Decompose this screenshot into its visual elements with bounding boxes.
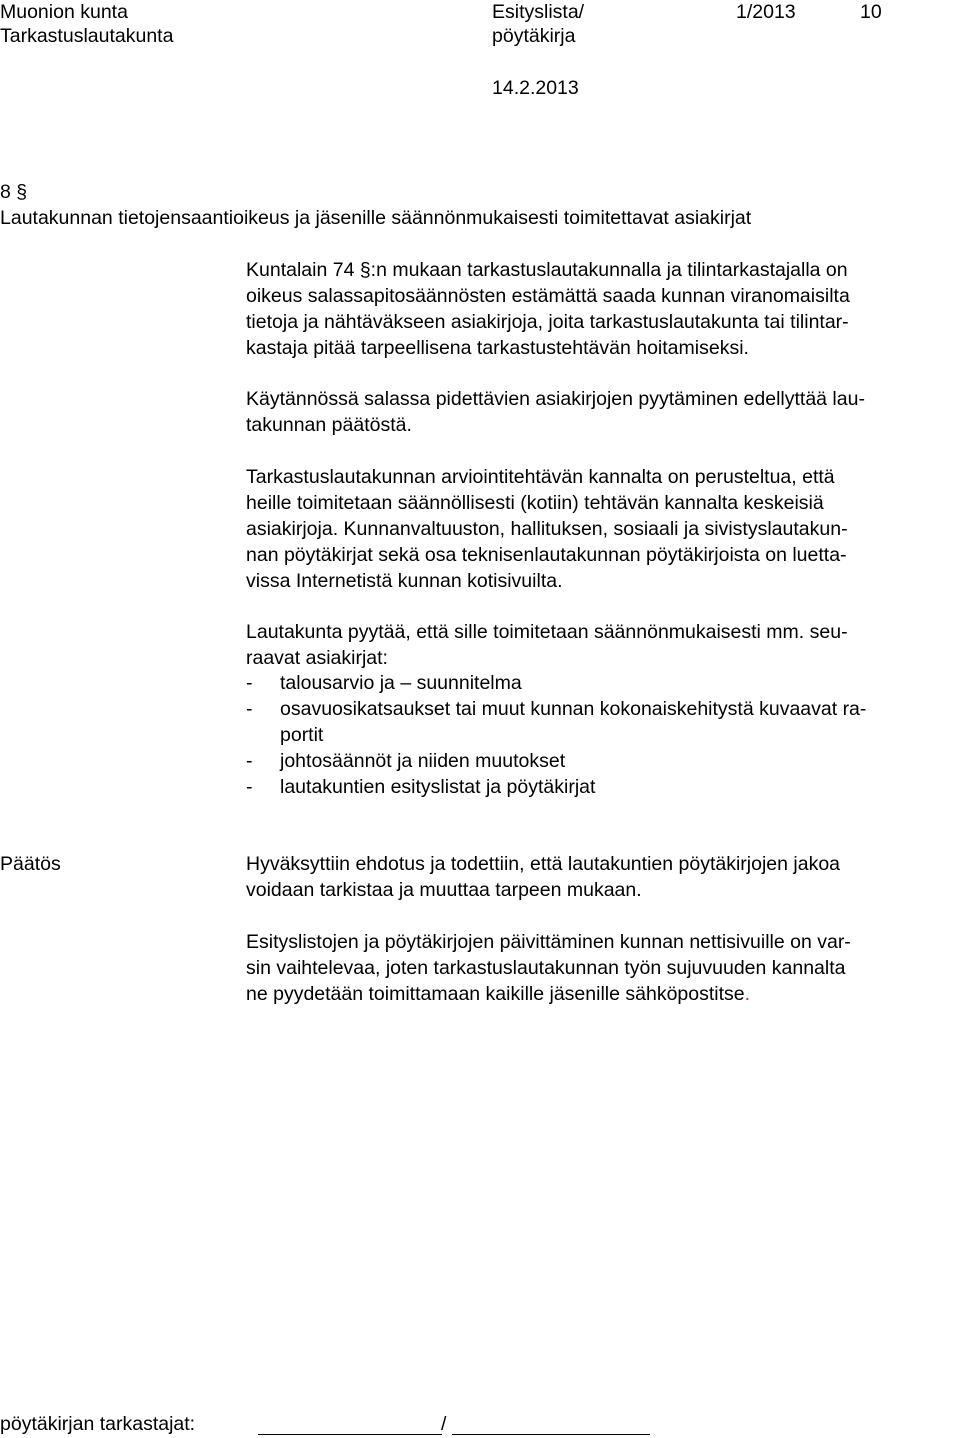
decision-paragraph-2 — [246, 929, 960, 1007]
text-line: asiakirjoja. Kunnanvaltuuston, hallituksen, sosiaali ja sivistyslautakun- — [246, 518, 848, 540]
section-number: 8 § — [0, 181, 28, 203]
text-line: Kuntalain 74 §:n mukaan tarkastuslautakunnalla ja tilintarkastajalla on — [246, 259, 848, 281]
doc-type-line1: Esityslista/ — [492, 1, 585, 23]
paragraph-1 — [246, 257, 960, 361]
signature-line-1 — [258, 1434, 442, 1435]
paragraph-3 — [246, 464, 960, 594]
list-item: lautakuntien esityslistat ja pöytäkirjat — [280, 776, 596, 798]
text-line: sin vaihtelevaa, joten tarkastuslautakunnan työn sujuvuuden kannalta — [246, 957, 846, 979]
text-line: raavat asiakirjat: — [246, 647, 388, 669]
text-line: voidaan tarkistaa ja muuttaa tarpeen mukaan. — [246, 879, 642, 901]
list-item: osavuosikatsaukset tai muut kunnan kokonaiskehitystä kuvaavat ra- — [280, 698, 867, 720]
list-dash: - — [246, 750, 253, 772]
closing-period: . — [744, 983, 751, 1005]
list-dash: - — [246, 698, 253, 720]
text-line: Hyväksyttiin ehdotus ja todettiin, että lautakuntien pöytäkirjojen jakoa — [246, 853, 841, 875]
meeting-number: 1/2013 — [736, 1, 796, 23]
section-title: Lautakunnan tietojensaantioikeus ja jäsenille säännönmukaisesti toimitettavat asiakirjat — [0, 207, 752, 229]
text-line: oikeus salassapitosäännösten estämättä saada kunnan viranomaisilta — [246, 285, 850, 307]
board-name: Tarkastuslautakunta — [0, 25, 174, 47]
doc-type-line2: pöytäkirja — [492, 25, 576, 47]
text-line: heille toimitetaan säännöllisesti (kotiin) tehtävän kannalta keskeisiä — [246, 492, 824, 514]
paragraph-4 — [246, 619, 960, 671]
text-line: tietoja ja nähtäväkseen asiakirjoja, joita tarkastuslautakunta tai tilintar- — [246, 311, 849, 333]
municipality-name: Muonion kunta — [0, 1, 128, 23]
page-number: 10 — [860, 1, 882, 23]
decision-paragraph-1 — [246, 851, 960, 903]
reviewers-label: pöytäkirjan tarkastajat: — [0, 1413, 196, 1435]
text-line — [246, 981, 960, 1007]
text-line: Esityslistojen ja pöytäkirjojen päivittäminen kunnan nettisivuille on var- — [246, 931, 851, 953]
text-line-body: ne pyydetään toimittamaan kaikille jäsenille sähköpostitse — [246, 983, 745, 1005]
paragraph-2 — [246, 386, 960, 438]
text-line: nan pöytäkirjat sekä osa teknisenlautakunnan pöytäkirjoista on luetta- — [246, 544, 847, 566]
list-dash: - — [246, 776, 253, 798]
text-line: Lautakunta pyytää, että sille toimitetaan säännönmukaisesti mm. seu- — [246, 621, 848, 643]
signature-line-2 — [452, 1434, 650, 1435]
signature-separator: / — [441, 1413, 447, 1435]
list-item-continuation: portit — [280, 724, 324, 746]
text-line: Tarkastuslautakunnan arviointitehtävän kannalta on perusteltua, että — [246, 466, 835, 488]
text-line: takunnan päätöstä. — [246, 414, 412, 436]
text-line: Käytännössä salassa pidettävien asiakirjojen pyytäminen edellyttää lau- — [246, 388, 865, 410]
meeting-date: 14.2.2013 — [492, 77, 579, 99]
list-item: talousarvio ja – suunnitelma — [280, 672, 522, 694]
list-item: johtosäännöt ja niiden muutokset — [280, 750, 566, 772]
list-dash: - — [246, 672, 253, 694]
decision-label: Päätös — [0, 853, 61, 875]
text-line: kastaja pitää tarpeellisena tarkastustehtävän hoitamiseksi. — [246, 337, 749, 359]
text-line: vissa Internetistä kunnan kotisivuilta. — [246, 570, 563, 592]
